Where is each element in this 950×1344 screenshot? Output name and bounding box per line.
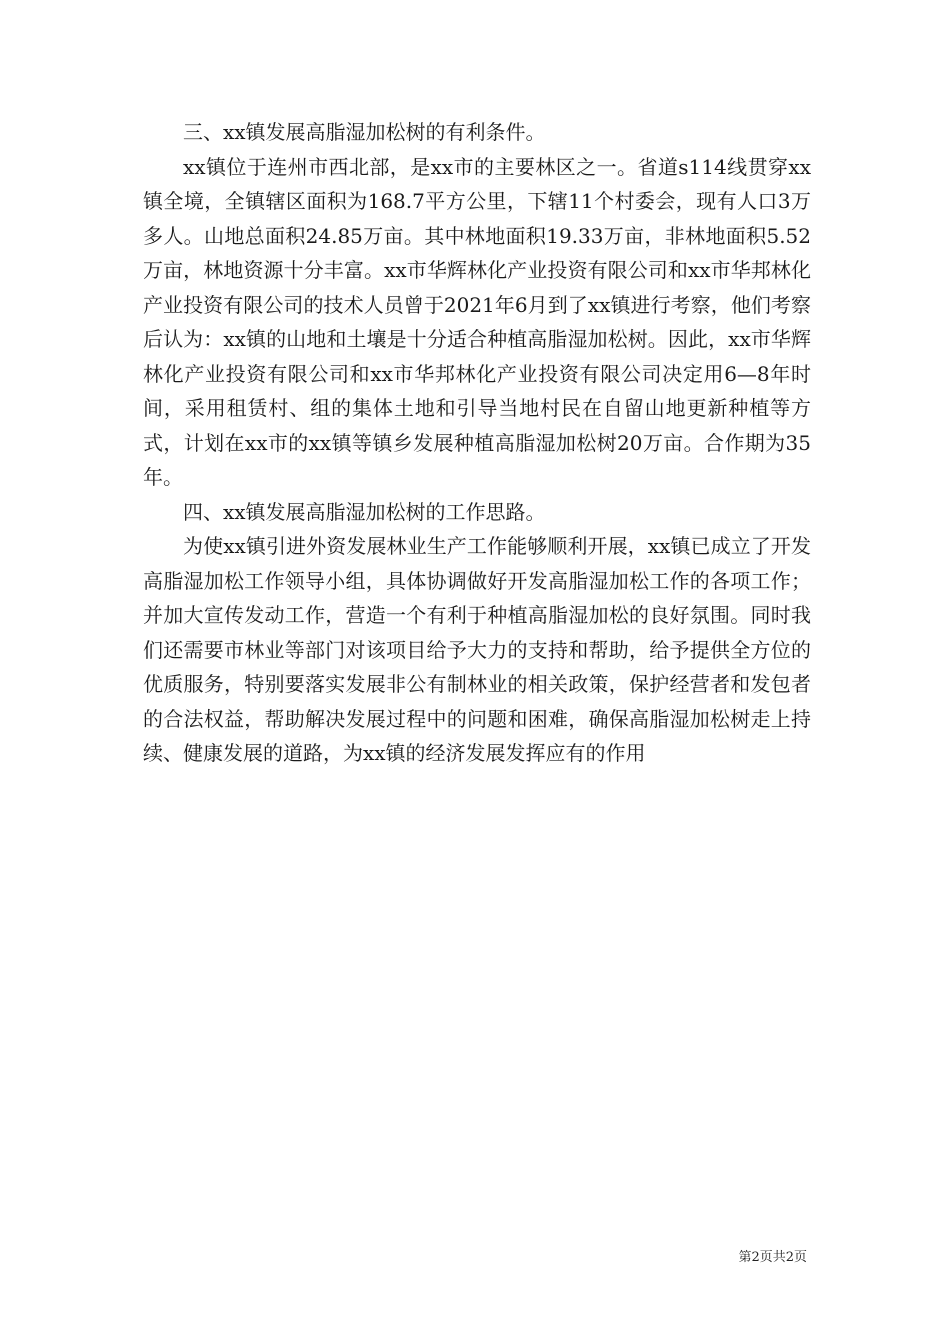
section-heading-3: 三、xx镇发展高脂湿加松树的有利条件。 xyxy=(183,120,546,144)
body-paragraph-1: xx镇位于连州市西北部，是xx市的主要林区之一。省道s114线贯穿xx镇全境，全镇辖区面积为168.7平方公里，下辖11个村委会，现有人口3万多人。山地总面积24.85万亩。其中林地面积19.33万亩，非林地面积5.52万亩，林地资源十分丰富。xx市华辉林化产业投资有限公司和xx市华邦林化产业投资有限公司的技术人员曾于2021年6月到了xx镇进行考察，他们考察后认为：xx镇的山地和土壤是十分适合种植高脂湿加松树。因此，xx市华辉林化产业投资有限公司和xx市华邦林化产业投资有限公司决定用6—8年时间，采用租赁村、组的集体土地和引导当地村民在自留山地更新种植等方式，计划在xx市的xx镇等镇乡发展种植高脂湿加松树20万亩。合作期为35年。 xyxy=(143,154,811,489)
body-paragraph-2: 为使xx镇引进外资发展林业生产工作能够顺利开展，xx镇已成立了开发高脂湿加松工作领导小组，具体协调做好开发高脂湿加松工作的各项工作；并加大宣传发动工作，营造一个有利于种植高脂湿加松的良好氛围。同时我们还需要市林业等部门对该项目给予大力的支持和帮助，给予提供全方位的优质服务，特别要落实发展非公有制林业的相关政策，保护经营者和发包者的合法权益，帮助解决发展过程中的问题和困难，确保高脂湿加松树走上持续、健康发展的道路，为xx镇的经济发展发挥应有的作用 xyxy=(143,534,811,765)
section-heading-4: 四、xx镇发展高脂湿加松树的工作思路。 xyxy=(183,499,546,524)
page-number: 第2页共2页 xyxy=(738,1250,807,1265)
document-body xyxy=(143,115,811,771)
